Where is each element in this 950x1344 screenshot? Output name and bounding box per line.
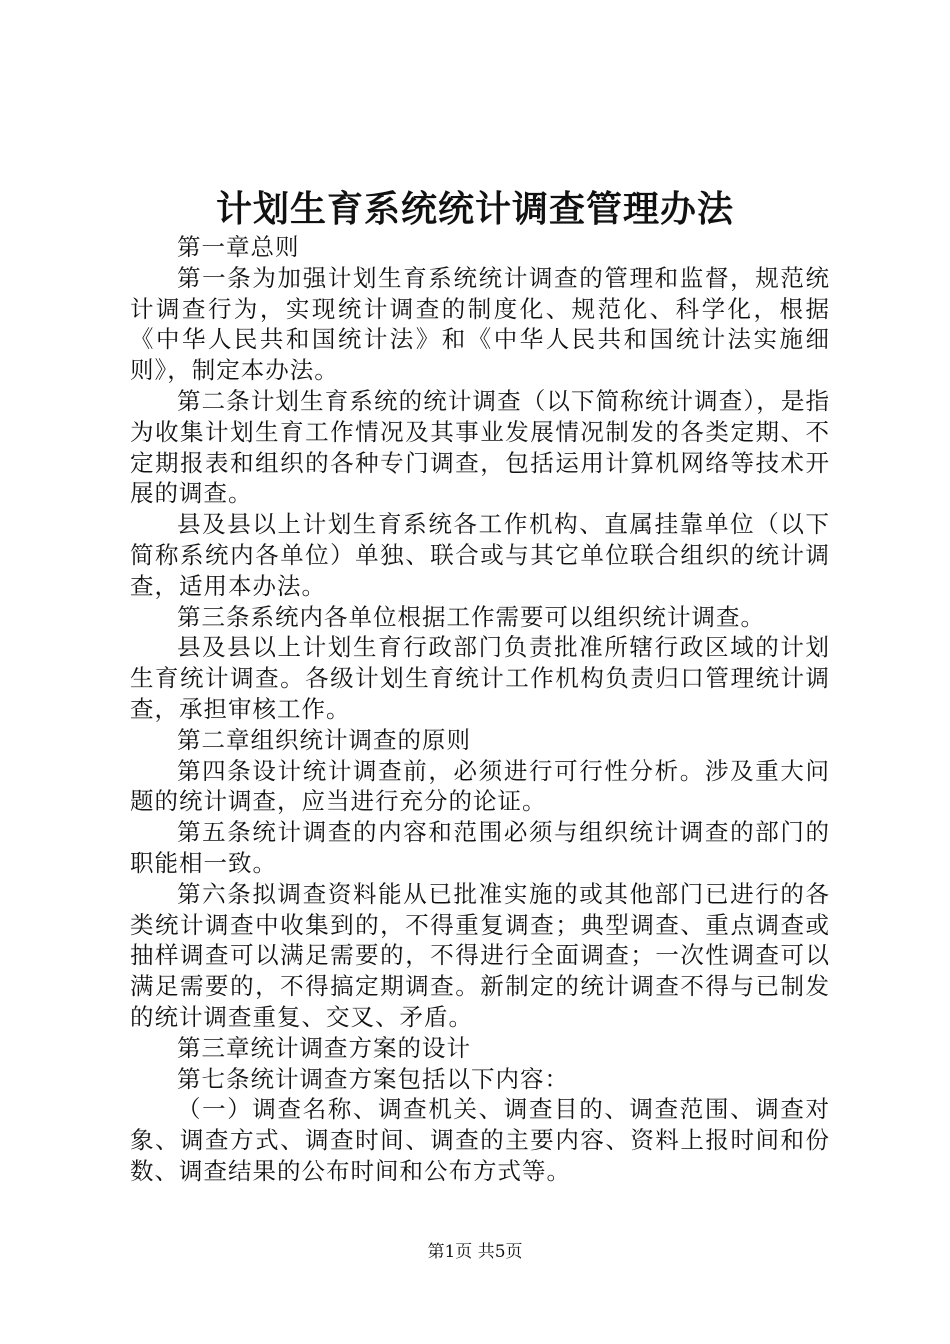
paragraph: 第二条计划生育系统的统计调查（以下简称统计调查），是指为收集计划生育工作情况及其事业发展情况制发的各类定期、不定期报表和组织的各种专门调查，包括运用计算机网络等技术开展的调查。 <box>130 386 830 508</box>
paragraph: （一）调查名称、调查机关、调查目的、调查范围、调查对象、调查方式、调查时间、调查的主要内容、资料上报时间和份数、调查结果的公布时间和公布方式等。 <box>130 1095 830 1185</box>
paragraph: 第五条统计调查的内容和范围必须与组织统计调查的部门的职能相一致。 <box>130 818 830 877</box>
page-number-footer: 第1页 共5页 <box>427 1242 523 1262</box>
paragraph: 第六条拟调查资料能从已批准实施的或其他部门已进行的各类统计调查中收集到的，不得重复调查；典型调查、重点调查或抽样调查可以满足需要的，不得进行全面调查；一次性调查可以满足需要的，不得搞定期调查。新制定的统计调查不得与已制发的统计调查重复、交叉、矛盾。 <box>130 879 830 1031</box>
paragraph: 第三条系统内各单位根据工作需要可以组织统计调查。 <box>177 602 765 631</box>
chapter-heading: 第一章总则 <box>177 233 300 261</box>
document-body <box>130 232 830 1187</box>
paragraph: 县及县以上计划生育行政部门负责批准所辖行政区域的计划生育统计调查。各级计划生育统计工作机构负责归口管理统计调查，承担审核工作。 <box>130 633 830 723</box>
paragraph: 第四条设计统计调查前，必须进行可行性分析。涉及重大问题的统计调查，应当进行充分的论证。 <box>130 756 830 816</box>
chapter-heading: 第三章统计调查方案的设计 <box>177 1033 471 1062</box>
paragraph: 第一条为加强计划生育系统统计调查的管理和监督，规范统计调查行为，实现统计调查的制度化、规范化、科学化，根据《中华人民共和国统计法》和《中华人民共和国统计法实施细则》，制定本办法。 <box>130 263 830 385</box>
paragraph: 县及县以上计划生育系统各工作机构、直属挂靠单位（以下简称系统内各单位）单独、联合或与其它单位联合组织的统计调查，适用本办法。 <box>130 510 830 600</box>
chapter-heading: 第二章组织统计调查的原则 <box>177 725 471 754</box>
paragraph: 第七条统计调查方案包括以下内容： <box>177 1064 569 1093</box>
document-title: 计划生育系统统计调查管理办法 <box>215 189 734 230</box>
